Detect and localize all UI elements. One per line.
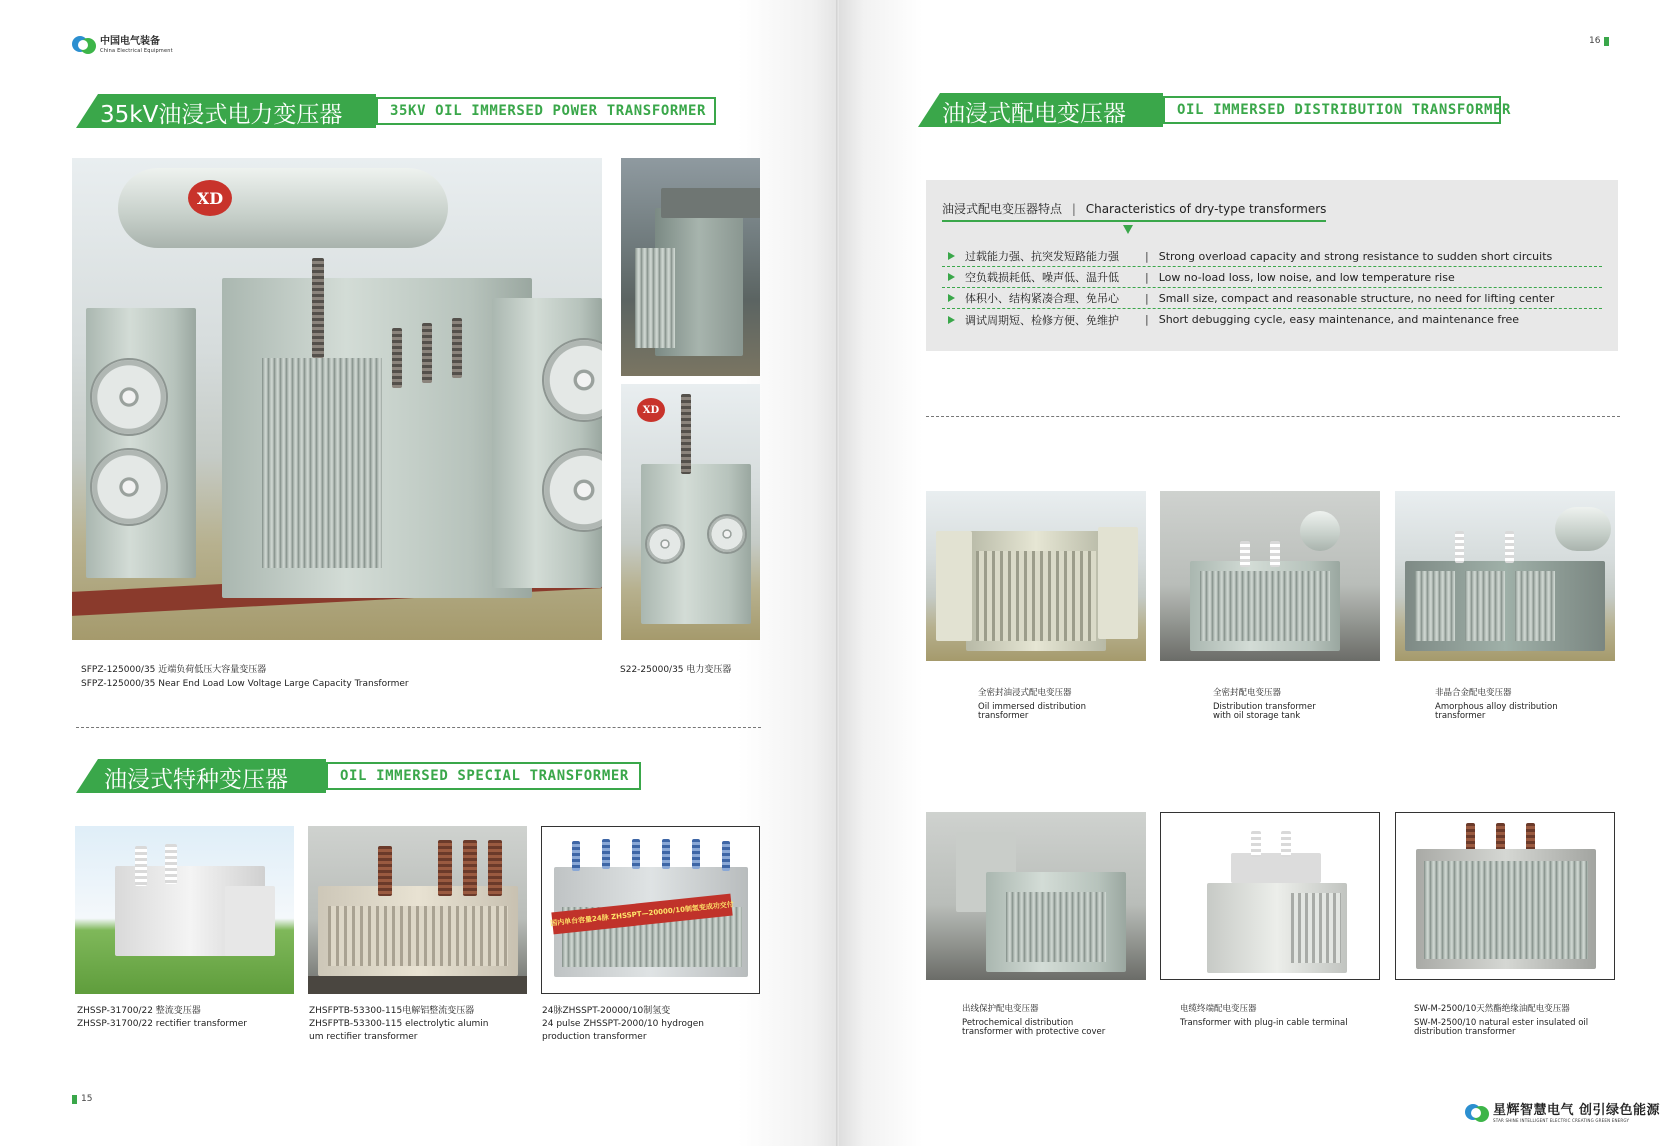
caption-product-1-cn: 全密封油浸式配电变压器 bbox=[978, 688, 1072, 698]
caption-product-3-en2: transformer bbox=[1435, 711, 1486, 721]
bullet-triangle-icon bbox=[948, 273, 955, 281]
photo-s22-top bbox=[621, 158, 760, 376]
photo-amorphous-alloy bbox=[1395, 491, 1615, 661]
section-distribution-banner bbox=[918, 93, 1512, 127]
logo-mark-icon bbox=[72, 34, 96, 56]
bullet-triangle-icon bbox=[948, 316, 955, 324]
brand-slogan bbox=[1465, 1102, 1660, 1124]
caption-product-5-cn: 电缆终端配电变压器 bbox=[1180, 1004, 1257, 1014]
photo-zhsfptb-53300 bbox=[308, 826, 527, 994]
section-35kv-banner bbox=[76, 94, 716, 128]
bullet-triangle-icon bbox=[948, 294, 955, 302]
bullet-triangle-icon bbox=[948, 252, 955, 260]
photo-zhssp-31700 bbox=[75, 826, 294, 994]
caption-product-2-en1: Distribution transformer bbox=[1213, 702, 1316, 712]
caption-zhsfptb-line3: um rectifier transformer bbox=[309, 1032, 418, 1042]
caption-s22: S22-25000/35 电力变压器 bbox=[620, 665, 732, 675]
photo-oil-storage-tank bbox=[1160, 491, 1380, 661]
section-distribution-title-cn: 油浸式配电变压器 bbox=[942, 101, 1126, 127]
photo-oil-immersed-distribution bbox=[926, 491, 1146, 661]
feature-item: 体积小、结构紧凑合理、免吊心 | Small size, compact and reasonable structure, no need for lifting center bbox=[942, 288, 1602, 309]
feature-item: 空负载损耗低、噪声低、温升低 | Low no-load loss, low noise, and low temperature rise bbox=[942, 267, 1602, 288]
logo-mark-icon bbox=[1465, 1102, 1489, 1124]
photo-plug-in-cable bbox=[1160, 812, 1380, 980]
section-35kv-title-cn: 35kV油浸式电力变压器 bbox=[100, 102, 343, 128]
caption-product-1-en2: transformer bbox=[978, 711, 1029, 721]
down-arrow-icon bbox=[1123, 225, 1133, 234]
caption-sfpz-cn: SFPZ-125000/35 近端负荷低压大容量变压器 bbox=[81, 665, 267, 675]
characteristics-title-rule bbox=[942, 220, 1326, 222]
brand-slogan-en: STAR SHINE INTELLIGENT ELECTRIC CREATING GREEN ENERGY bbox=[1493, 1117, 1630, 1123]
caption-product-5-en1: Transformer with plug-in cable terminal bbox=[1180, 1018, 1348, 1028]
caption-product-6-cn: SW-M-2500/10天然酯绝缘油配电变压器 bbox=[1414, 1004, 1570, 1014]
feature-item: 调试周期短、检修方便、免维护 | Short debugging cycle, easy maintenance, and maintenance free bbox=[942, 309, 1602, 330]
caption-zhssp-line1: ZHSSP-31700/22 整流变压器 bbox=[77, 1006, 201, 1016]
company-logo bbox=[72, 34, 173, 56]
caption-sfpz-en: SFPZ-125000/35 Near End Load Low Voltage Large Capacity Transformer bbox=[81, 679, 409, 689]
caption-zhsspt-line1: 24脉ZHSSPT-20000/10制氢变 bbox=[542, 1006, 671, 1016]
caption-product-4-cn: 出线保护配电变压器 bbox=[962, 1004, 1039, 1014]
photo-sfpz-125000: XD bbox=[72, 158, 602, 640]
caption-product-1-en1: Oil immersed distribution bbox=[978, 702, 1086, 712]
section-35kv-title-en: 35KV OIL IMMERSED POWER TRANSFORMER bbox=[390, 103, 707, 119]
characteristics-title: 油浸式配电变压器特点 | Characteristics of dry-type transformers bbox=[942, 202, 1327, 216]
feature-item: 过载能力强、抗突发短路能力强 | Strong overload capacity and strong resistance to sudden short circuits bbox=[942, 246, 1602, 267]
section-special-banner bbox=[76, 759, 641, 793]
photo-s22-bottom: XD bbox=[621, 384, 760, 640]
caption-product-2-cn: 全密封配电变压器 bbox=[1213, 688, 1282, 698]
caption-zhsspt-line3: production transformer bbox=[542, 1032, 647, 1042]
page-number-bar-icon bbox=[72, 1095, 77, 1104]
caption-product-6-en2: distribution transformer bbox=[1414, 1027, 1516, 1037]
page-number-right: 16 bbox=[1589, 36, 1609, 46]
logo-cn-text: 中国电气装备 bbox=[100, 35, 160, 47]
caption-product-3-en1: Amorphous alloy distribution bbox=[1435, 702, 1558, 712]
caption-product-4-en2: transformer with protective cover bbox=[962, 1027, 1106, 1037]
section-special-title-cn: 油浸式特种变压器 bbox=[104, 767, 288, 793]
caption-product-6-en1: SW-M-2500/10 natural ester insulated oil bbox=[1414, 1018, 1589, 1028]
caption-zhssp-line2: ZHSSP-31700/22 rectifier transformer bbox=[77, 1019, 247, 1029]
caption-product-2-en2: with oil storage tank bbox=[1213, 711, 1301, 721]
photo-red-banner: 国内单台容量24脉 ZHSSPT—20000/10制氢变成功交付 bbox=[551, 894, 732, 935]
right-divider bbox=[926, 416, 1620, 417]
page-number-left: 15 bbox=[72, 1094, 92, 1104]
photo-natural-ester bbox=[1395, 812, 1615, 980]
section-distribution-title-en: OIL IMMERSED DISTRIBUTION TRANSFORMER bbox=[1177, 102, 1512, 118]
section-special-title-en: OIL IMMERSED SPECIAL TRANSFORMER bbox=[340, 768, 629, 784]
logo-en-text: China Electrical Equipment bbox=[100, 47, 173, 54]
characteristics-panel bbox=[926, 180, 1618, 351]
photo-petrochemical bbox=[926, 812, 1146, 980]
caption-product-4-en1: Petrochemical distribution bbox=[962, 1018, 1074, 1028]
caption-product-3-cn: 非晶合金配电变压器 bbox=[1435, 688, 1512, 698]
caption-zhsfptb-line1: ZHSFPTB-53300-115电解铝整流变压器 bbox=[309, 1006, 475, 1016]
photo-zhsspt-20000 bbox=[541, 826, 760, 994]
page-number-bar-icon bbox=[1604, 37, 1609, 46]
caption-zhsfptb-line2: ZHSFPTB-53300-115 electrolytic alumin bbox=[309, 1019, 489, 1029]
left-divider bbox=[76, 727, 761, 728]
caption-zhsspt-line2: 24 pulse ZHSSPT-2000/10 hydrogen bbox=[542, 1019, 704, 1029]
brand-slogan-cn: 星辉智慧电气 创引绿色能源 bbox=[1493, 1102, 1661, 1118]
